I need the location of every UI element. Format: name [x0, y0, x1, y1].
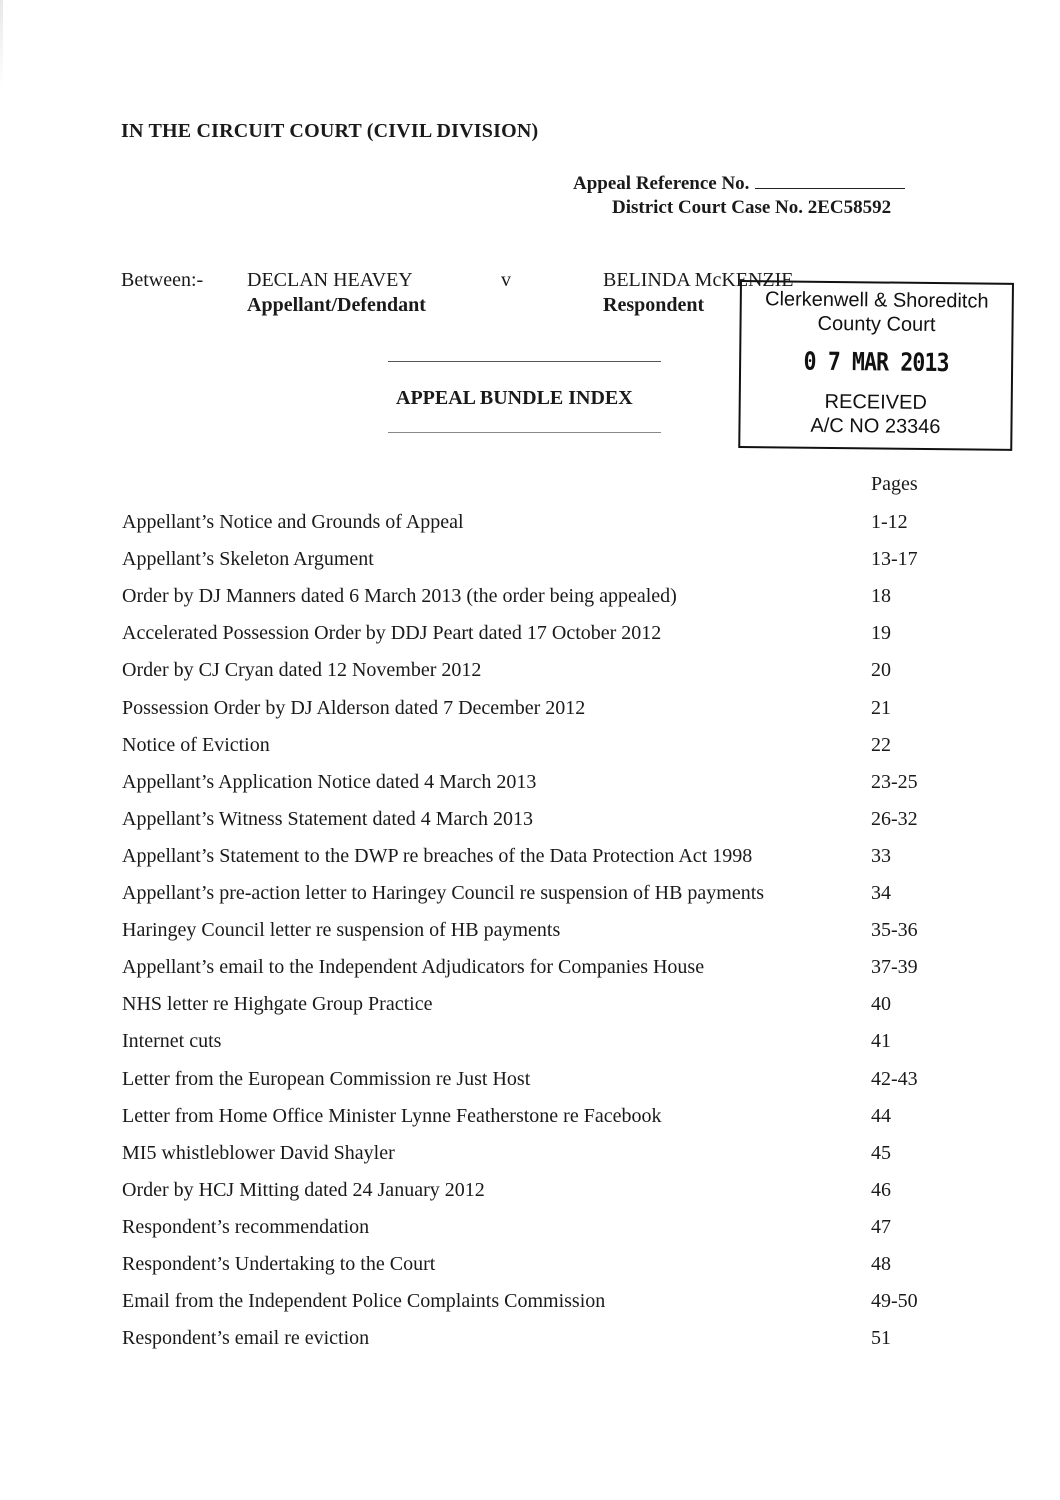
index-entry — [0, 993, 1060, 1023]
index-entry-pages: 34 — [871, 882, 891, 904]
index-entry-description: Email from the Independent Police Complaints Commission — [122, 1290, 606, 1313]
index-entry-pages: 46 — [871, 1178, 891, 1201]
index-entry — [0, 622, 1060, 652]
between-label: Between:- — [121, 269, 204, 291]
index-entry — [0, 1142, 1060, 1172]
index-entry-description: Order by HCJ Mitting dated 24 January 2012 — [122, 1178, 485, 1201]
index-entry-description: Appellant’s Notice and Grounds of Appeal — [122, 511, 464, 533]
respondent-role: Respondent — [603, 294, 705, 316]
index-entry-description: Appellant’s Witness Statement dated 4 March 2013 — [122, 807, 533, 830]
index-entry-description: Order by CJ Cryan dated 12 November 2012 — [122, 659, 482, 682]
appellant-name: DECLAN HEAVEY — [247, 269, 413, 291]
court-title: IN THE CIRCUIT COURT (CIVIL DIVISION) — [121, 120, 539, 142]
stamp-court-type: County Court — [817, 312, 936, 337]
index-entry-description: Appellant’s email to the Independent Adjudicators for Companies House — [122, 956, 705, 979]
index-entry — [0, 1290, 1060, 1320]
index-entry — [0, 1253, 1060, 1283]
index-entry-pages: 41 — [871, 1030, 891, 1053]
index-entry-pages: 18 — [871, 585, 891, 608]
index-entry — [0, 919, 1060, 949]
index-entry-pages: 49-50 — [871, 1290, 918, 1313]
index-entry-pages: 35-36 — [871, 919, 918, 942]
index-entry-description: Accelerated Possession Order by DDJ Peart dated 17 October 2012 — [122, 622, 662, 645]
index-entry — [0, 1327, 1060, 1357]
appeal-reference-blank — [755, 172, 905, 189]
district-case-number: District Court Case No. 2EC58592 — [612, 197, 892, 218]
index-title: APPEAL BUNDLE INDEX — [396, 387, 633, 409]
stamp-status: RECEIVED — [824, 390, 927, 414]
index-entry — [0, 1216, 1060, 1246]
index-entry — [0, 585, 1060, 615]
index-entry — [0, 808, 1060, 838]
index-entry — [0, 511, 1060, 541]
index-entry-pages: 47 — [871, 1215, 891, 1238]
index-entry-pages: 44 — [871, 1104, 891, 1127]
index-entry-pages: 45 — [871, 1141, 891, 1164]
index-entry — [0, 659, 1060, 689]
appellant-role: Appellant/Defendant — [247, 294, 426, 316]
index-entry-pages: 20 — [871, 659, 891, 682]
index-entry-description: MI5 whistleblower David Shayler — [122, 1141, 395, 1164]
stamp-date: 0 7 MAR 2013 — [803, 346, 949, 378]
index-entry-pages: 42-43 — [871, 1067, 918, 1090]
index-entry-pages: 40 — [871, 993, 891, 1016]
pages-column-header: Pages — [871, 473, 918, 495]
stamp-account-number: A/C NO 23346 — [810, 414, 941, 439]
index-entry-pages: 51 — [871, 1327, 891, 1350]
index-entry-description: Respondent’s email re eviction — [122, 1327, 370, 1350]
index-entry — [0, 1105, 1060, 1135]
index-entry-pages: 48 — [871, 1253, 891, 1275]
index-entry-description: Appellant’s Application Notice dated 4 March 2013 — [122, 770, 537, 793]
respondent-name: BELINDA McKENZIE — [603, 269, 794, 291]
index-entry-pages: 19 — [871, 622, 891, 645]
index-entry-pages: 21 — [871, 696, 891, 719]
index-entry — [0, 697, 1060, 727]
index-entry-description: Appellant’s Statement to the DWP re breaches of the Data Protection Act 1998 — [122, 844, 753, 867]
index-entry-description: Appellant’s Skeleton Argument — [122, 548, 374, 571]
index-entry — [0, 771, 1060, 801]
index-entry — [0, 956, 1060, 986]
index-entry-description: Internet cuts — [122, 1030, 222, 1053]
index-entry-pages: 26-32 — [871, 807, 918, 830]
index-entry-pages: 1-12 — [871, 511, 908, 533]
index-entry — [0, 734, 1060, 764]
index-entry — [0, 1068, 1060, 1098]
appeal-reference-line — [573, 172, 905, 195]
index-entry-description: Possession Order by DJ Alderson dated 7 December 2012 — [122, 696, 586, 719]
index-entry — [0, 845, 1060, 875]
stamp-court-name: Clerkenwell & Shoreditch — [764, 288, 989, 313]
index-entry-description: Respondent’s Undertaking to the Court — [122, 1253, 436, 1275]
index-entry-pages: 37-39 — [871, 956, 918, 979]
index-entry-pages: 33 — [871, 844, 891, 867]
index-entry-pages: 22 — [871, 733, 891, 756]
index-entry — [0, 1179, 1060, 1209]
index-entry-description: Letter from Home Office Minister Lynne Featherstone re Facebook — [122, 1104, 662, 1127]
index-entry-pages: 13-17 — [871, 548, 918, 571]
index-entry — [0, 882, 1060, 912]
versus-label: v — [501, 269, 511, 291]
index-entry-description: Notice of Eviction — [122, 733, 270, 756]
index-entry — [0, 1030, 1060, 1060]
title-rule-top — [388, 361, 661, 362]
index-entry-description: NHS letter re Highgate Group Practice — [122, 993, 433, 1016]
index-entry-pages: 23-25 — [871, 770, 918, 793]
index-entry-description: Order by DJ Manners dated 6 March 2013 (the order being appealed) — [122, 585, 677, 608]
title-rule-bottom — [388, 432, 661, 433]
index-entry-description: Letter from the European Commission re Just Host — [122, 1067, 531, 1090]
index-entry — [0, 548, 1060, 578]
appeal-reference-label: Appeal Reference No. — [573, 173, 750, 194]
scan-edge-mark — [0, 0, 3, 90]
court-received-stamp — [738, 280, 1014, 451]
index-entry-description: Appellant’s pre-action letter to Haringey Council re suspension of HB payments — [122, 882, 765, 904]
index-entry-description: Respondent’s recommendation — [122, 1215, 370, 1238]
index-entry-description: Haringey Council letter re suspension of HB payments — [122, 919, 561, 942]
